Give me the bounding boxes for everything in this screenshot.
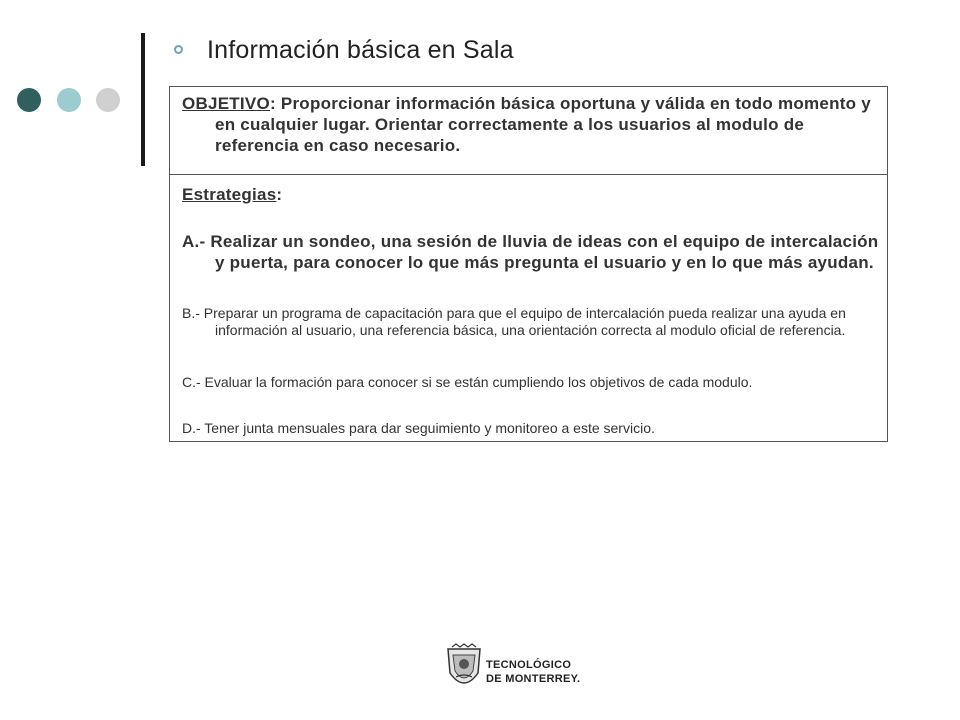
strategy-item-d: D.- Tener junta mensuales para dar seguimiento y monitoreo a este servicio. [182,420,655,436]
theme-dot-gray [96,88,120,112]
tec-monterrey-logo [444,643,594,695]
logo-line2: DE MONTERREY. [486,673,581,685]
strategy-item-b: B.- Preparar un programa de capacitación para que el equipo de intercalación pueda realizar una ayuda en información al usuario, una referencia básica, una orientación correcta al modulo oficial de referencia. [182,305,846,338]
strategy-item-c: C.- Evaluar la formación para conocer si se están cumpliendo los objetivos de cada modulo. [182,374,753,390]
objective-label: OBJETIVO [182,94,270,113]
logo-line1: TECNOLÓGICO [486,659,572,671]
objective-text: : Proporcionar información básica oportuna y válida en todo momento y en cualquier lugar. Orientar correctamente a los usuarios al modulo de referencia en caso necesario. [215,94,871,155]
objective-paragraph [182,93,879,156]
strategies-heading [182,184,879,205]
bullet-circle-icon [174,45,183,54]
strategy-item-a: A.- Realizar un sondeo, una sesión de lluvia de ideas con el equipo de intercalación y puerta, para conocer lo que más pregunta el usuario y en lo que más ayudan. [182,232,879,272]
tec-seal-icon [444,643,484,695]
slide-title: Información básica en Sala [207,36,514,64]
strategies-box [169,174,888,442]
objective-box [169,86,888,175]
strategies-heading-colon: : [276,185,283,204]
theme-dot-teal [57,88,81,112]
strategies-heading-text: Estrategias [182,185,277,204]
vertical-divider [141,33,145,166]
theme-dot-dark [17,88,41,112]
